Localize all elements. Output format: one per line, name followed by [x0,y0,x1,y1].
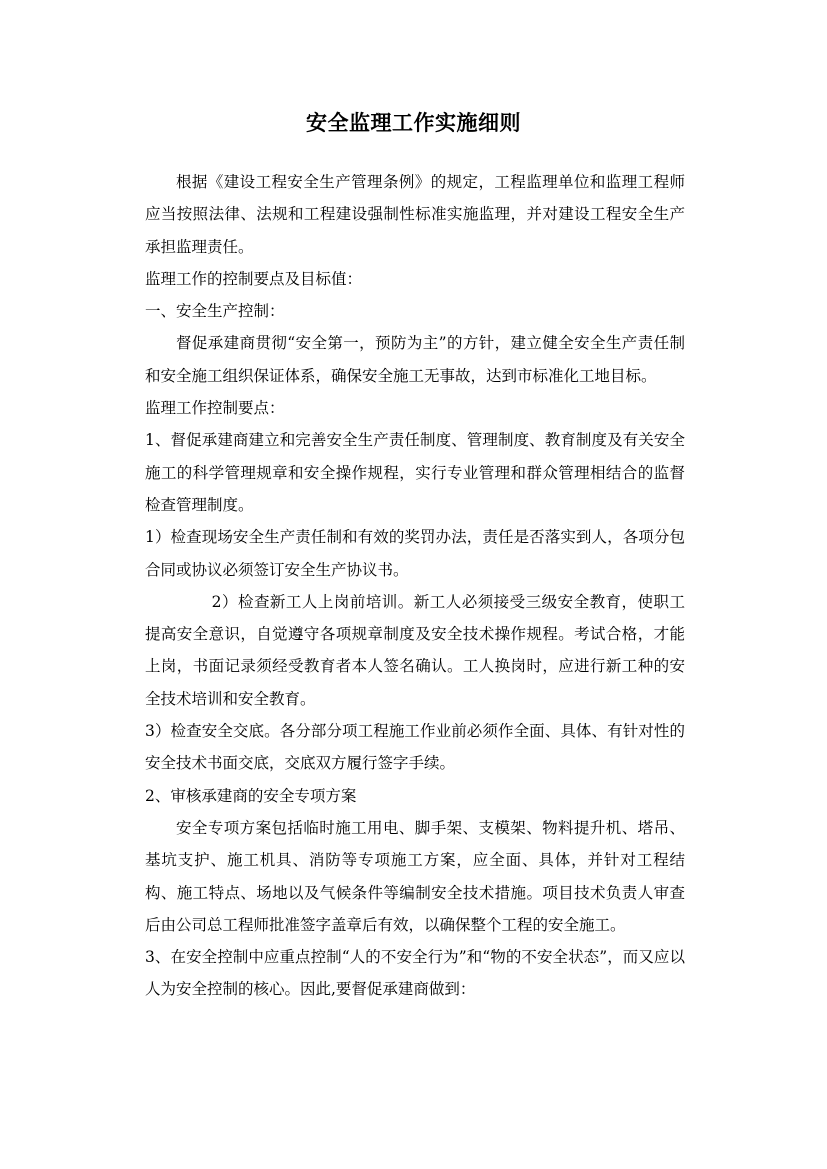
paragraph-item-1: 1、督促承建商建立和完善安全生产责任制度、管理制度、教育制度及有关安全施工的科学管理规章和安全操作规程，实行专业管理和群众管理相结合的监督检查管理制度。 [145,431,685,514]
paragraph-item-2: 2、审核承建商的安全专项方案 [145,786,357,805]
paragraph-item-3: 3、在安全控制中应重点控制“人的不安全行为”和“物的不安全状态”，而又应以人为安全控制的核心。因此,要督促承建商做到： [145,948,685,999]
paragraph-work-points-heading: 监理工作控制要点： [145,399,285,418]
paragraph-subitem-3: 3）检查安全交底。各分部分项工程施工作业前必须作全面、具体、有针对性的安全技术书面交底，交底双方履行签字手续。 [145,722,685,773]
document-body [145,166,685,1006]
document-title: 安全监理工作实施细则 [306,110,521,135]
paragraph-special-plan: 安全专项方案包括临时施工用电、脚手架、支模架、物料提升机、塔吊、基坑支护、施工机具、消防等专项施工方案，应全面、具体，并针对工程结构、施工特点、场地以及气候条件等编制安全技术措施。项目技术负责人审查后由公司总工程师批准签字盖章后有效，以确保整个工程的安全施工。 [145,818,685,934]
paragraph-control-points-heading: 监理工作的控制要点及目标值： [145,269,363,288]
paragraph-section-1-heading: 一、安全生产控制： [145,302,285,321]
paragraph-subitem-2: 2）检查新工人上岗前培训。新工人必须接受三级安全教育，使职工提高安全意识，自觉遵守各项规章制度及安全技术操作规程。考试合格，才能上岗，书面记录须经受教育者本人签名确认。工人换岗时，应进行新工种的安全技术培训和安全教育。 [145,592,685,708]
paragraph-safety-goal: 督促承建商贯彻“安全第一，预防为主”的方针，建立健全安全生产责任制和安全施工组织保证体系，确保安全施工无事故，达到市标准化工地目标。 [145,334,685,385]
paragraph-intro: 根据《建设工程安全生产管理条例》的规定，工程监理单位和监理工程师应当按照法律、法规和工程建设强制性标准实施监理，并对建设工程安全生产承担监理责任。 [145,173,685,256]
paragraph-subitem-1: 1）检查现场安全生产责任制和有效的奖罚办法，责任是否落实到人，各项分包合同或协议必须签订安全生产协议书。 [145,528,685,579]
